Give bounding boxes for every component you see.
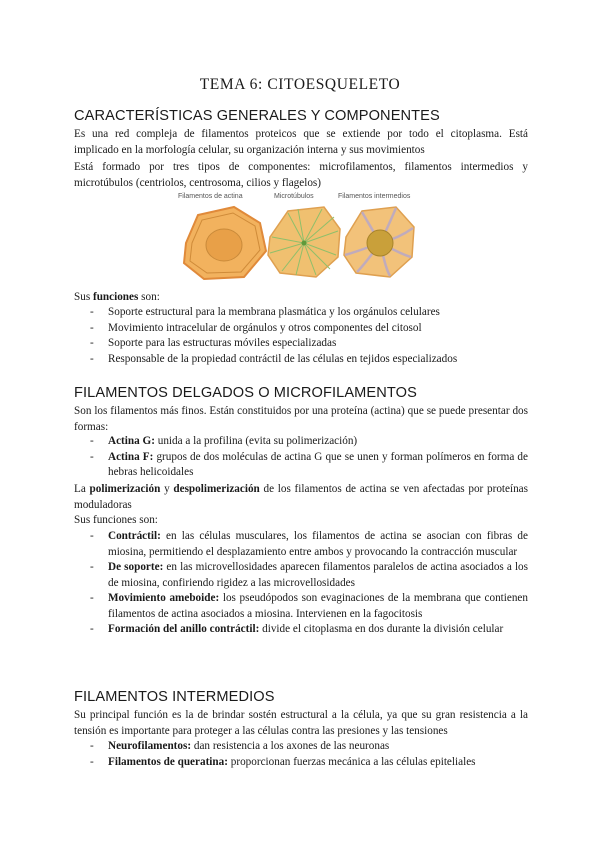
cell-illustrations (176, 193, 424, 285)
sec2-functions-list (74, 529, 528, 638)
sec2-p1: Son los filamentos más finos. Están constituidos por una proteína (actina) que se puede presentar dos formas: (74, 405, 528, 433)
sec2-p2: La polimerización y despolimerización de los filamentos de actina se ven afectadas por proteínas moduladoras (74, 483, 529, 511)
cytoskeleton-figure (176, 193, 424, 285)
sec3-p1: Su principal función es la de brindar sostén estructural a la célula, ya que su gran resistencia a la tensión es importante para proteger a las células contra las presiones y las tensiones (74, 709, 528, 737)
list-item: - Movimiento intracelular de orgánulos y otros componentes del citosol (90, 321, 422, 334)
list-item: - Actina F: grupos de dos moléculas de actina G que se unen y forman polímeros en forma de hebras helicoidales (90, 450, 528, 478)
figure-label-actina: Filamentos de actina (178, 193, 243, 200)
figure-label-intermedios: Filamentos intermedios (338, 193, 411, 200)
sec3-items-list (74, 739, 528, 770)
list-item: - Filamentos de queratina: proporcionan fuerzas mecánica a las células epiteliales (90, 755, 476, 768)
sec1-p2-line1: Está formado por tres tipos de componentes: microfilamentos, filamentos intermedios y (74, 161, 528, 173)
list-item: - Soporte estructural para la membrana plasmática y los orgánulos celulares (90, 306, 440, 318)
list-item: - Soporte para las estructuras móviles especializadas (90, 337, 337, 349)
section-heading-microfilamentos: FILAMENTOS DELGADOS O MICROFILAMENTOS (74, 385, 417, 401)
list-item: - Actina G: unida a la profilina (evita su polimerización) (90, 435, 358, 447)
list-item: - Formación del anillo contráctil: divide el citoplasma en dos durante la división celular (90, 623, 504, 635)
figure-label-microtubulos: Microtúbulos (274, 193, 314, 200)
sec1-p2-line2: microtúbulos (centriolos, centrosoma, cilios y flagelos) (74, 177, 321, 189)
list-item: - Contráctil: en las células musculares, los filamentos de actina se asocian con fibras de miosina, permitiendo el desplazamiento entre ambos y provocando la contracción muscular (90, 530, 528, 558)
section-heading-intermedios: FILAMENTOS INTERMEDIOS (74, 689, 275, 705)
list-item: - Movimiento ameboide: los pseudópodos son evaginaciones de la membrana que contienen filamentos de actina asociados a miosina. Intervienen en la fagocitosis (90, 592, 528, 620)
list-item: - Neurofilamentos: dan resistencia a los axones de las neuronas (90, 740, 390, 752)
sec2-forms-list (74, 434, 528, 481)
sec2-p3: Sus funciones son: (74, 514, 158, 526)
cell-actina-illustration (184, 207, 266, 279)
cell-intermedios-illustration (344, 207, 414, 277)
cell-microtubulos-illustration (268, 207, 340, 277)
list-item: - De soporte: en las microvellosidades aparecen filamentos paralelos de actina asociados a los de miosina, confiriendo rigidez a las microvellosidades (90, 561, 528, 589)
sec1-functions-intro: Sus funciones son: (74, 291, 160, 303)
sec1-p1-line1: Es una red compleja de filamentos proteicos que se extiende por todo el citoplasma. Está (74, 128, 528, 140)
section-heading-caracteristicas: CARACTERÍSTICAS GENERALES Y COMPONENTES (74, 108, 440, 124)
page-title: TEMA 6: CITOESQUELETO (199, 76, 401, 93)
sec1-p1-line2: implicado en la morfología celular, su organización interna y sus movimientos (74, 144, 425, 156)
sec1-functions-list (74, 305, 528, 367)
list-item: - Responsable de la propiedad contráctil de las células en tejidos especializados (90, 352, 458, 365)
